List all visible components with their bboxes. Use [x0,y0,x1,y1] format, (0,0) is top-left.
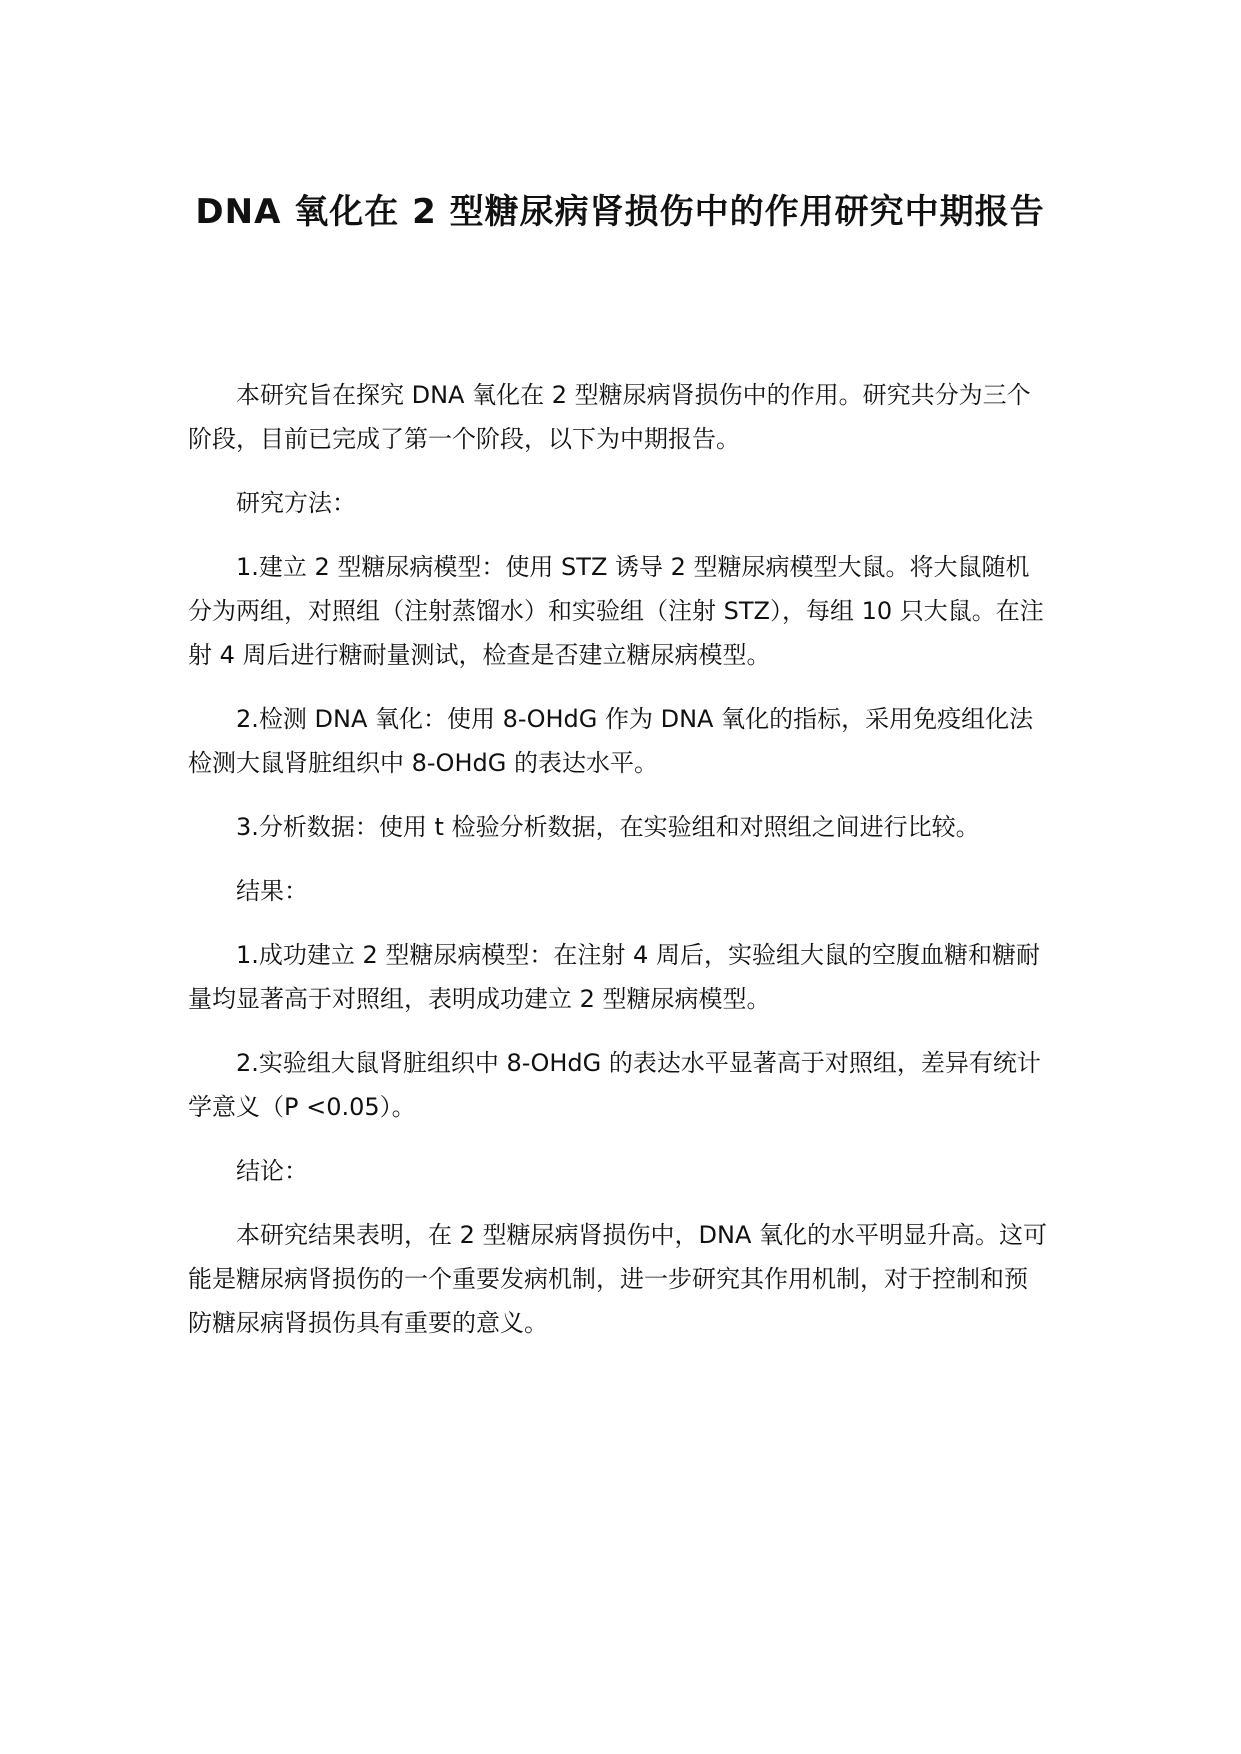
document-body [188,373,1050,1365]
heading-methods: 研究方法： [236,489,356,517]
document-title: DNA 氧化在 2 型糖尿病肾损伤中的作用研究中期报告 [195,192,1045,232]
paragraph-intro: 本研究旨在探究 DNA 氧化在 2 型糖尿病肾损伤中的作用。研究共分为三个阶段，目前已完成了第一个阶段，以下为中期报告。 [188,381,1031,453]
heading-results: 结果： [236,877,308,905]
paragraph-conclusion: 本研究结果表明，在 2 型糖尿病肾损伤中，DNA 氧化的水平明显升高。这可能是糖尿病肾损伤的一个重要发病机制，进一步研究其作用机制，对于控制和预防糖尿病肾损伤具有重要的意义。 [188,1221,1048,1337]
paragraph-method-3: 3.分析数据：使用 t 检验分析数据，在实验组和对照组之间进行比较。 [236,813,980,841]
heading-conclusion: 结论： [236,1157,308,1185]
paragraph-result-2: 2.实验组大鼠肾脏组织中 8-OHdG 的表达水平显著高于对照组，差异有统计学意义（P <0.05）。 [188,1049,1041,1121]
paragraph-result-1: 1.成功建立 2 型糖尿病模型：在注射 4 周后，实验组大鼠的空腹血糖和糖耐量均显著高于对照组，表明成功建立 2 型糖尿病模型。 [188,941,1040,1013]
paragraph-method-2: 2.检测 DNA 氧化：使用 8-OHdG 作为 DNA 氧化的指标，采用免疫组化法检测大鼠肾脏组织中 8-OHdG 的表达水平。 [188,705,1034,777]
paragraph-method-1: 1.建立 2 型糖尿病模型：使用 STZ 诱导 2 型糖尿病模型大鼠。将大鼠随机分为两组，对照组（注射蒸馏水）和实验组（注射 STZ），每组 10 只大鼠。在注射 4 周后进行糖耐量测试，检查是否建立糖尿病模型。 [188,553,1044,669]
